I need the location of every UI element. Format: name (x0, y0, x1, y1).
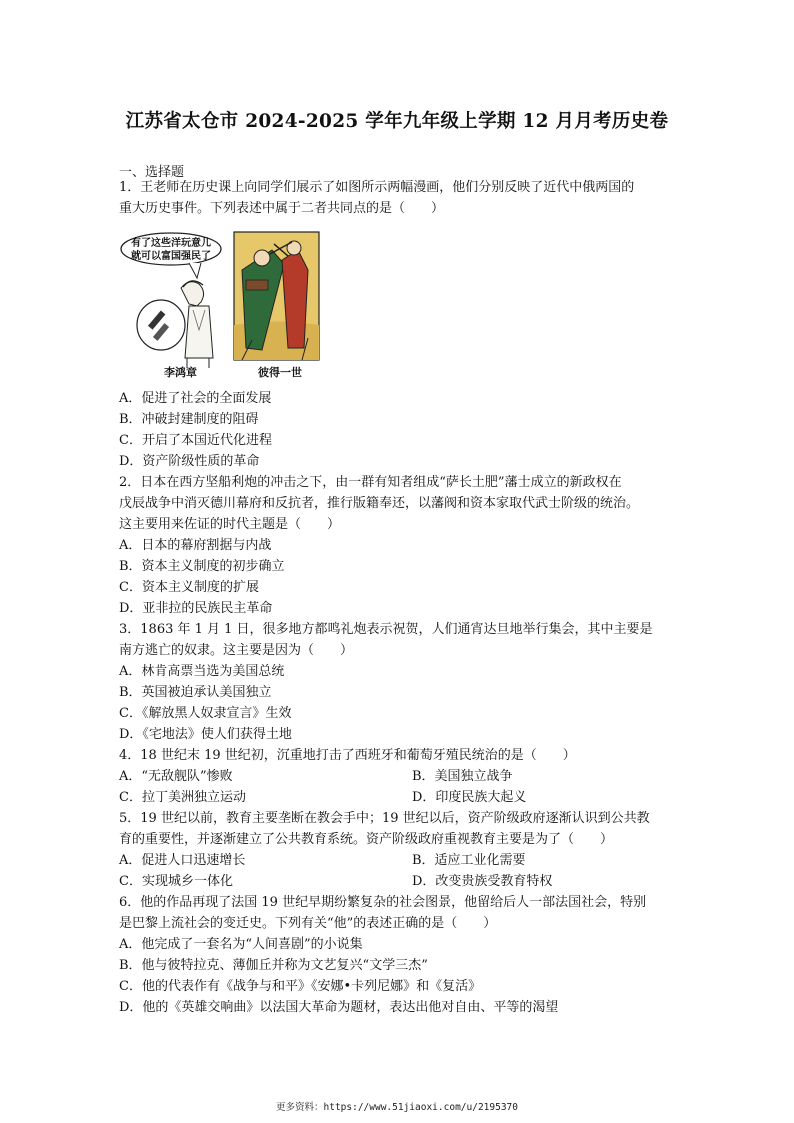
question-3-stem-line-2: 南方逃亡的奴隶。这主要是因为（ ） (119, 643, 354, 658)
q5-option-a[interactable]: A．促进人口迅速增长 (119, 853, 246, 868)
q1-option-d[interactable]: D．资产阶级性质的革命 (119, 454, 260, 469)
q2-option-b[interactable]: B．资本主义制度的初步确立 (119, 559, 285, 574)
q3-option-a[interactable]: A．林肯高票当选为美国总统 (119, 664, 285, 679)
q2-option-d[interactable]: D．亚非拉的民族民主革命 (119, 601, 273, 616)
question-6-stem-line-2: 是巴黎上流社会的变迁史。下列有关“他”的表述正确的是（ ） (119, 916, 497, 931)
q6-option-a[interactable]: A．他完成了一套名为“人间喜剧”的小说集 (119, 937, 363, 952)
question-2-stem-line-1: 2．日本在西方坚船利炮的冲击之下，由一群有知者组成“萨长土肥”藩士成立的新政权在 (119, 475, 622, 490)
caption-li-hongzhang: 李鸿章 (164, 366, 197, 379)
q2-option-a[interactable]: A．日本的幕府割据与内战 (119, 538, 272, 553)
question-5-stem-line-2: 育的重要性，并逐渐建立了公共教育系统。资产阶级政府重视教育主要是为了（ ） (119, 832, 614, 847)
caption-peter-the-great: 彼得一世 (258, 366, 302, 379)
speech-line-1: 有了这些洋玩意儿 (131, 238, 211, 249)
q6-option-b[interactable]: B．他与彼特拉克、薄伽丘并称为文艺复兴“文学三杰” (119, 958, 428, 973)
question-5-stem-line-1: 5．19 世纪以前，教育主要垄断在教会手中；19 世纪以后，资产阶级政府逐渐认识到公共教 (119, 811, 650, 826)
q6-option-d[interactable]: D．他的《英雄交响曲》以法国大革命为题材，表达出他对自由、平等的渴望 (119, 1000, 559, 1015)
question-2-stem-line-2: 戊辰战争中消灭德川幕府和反抗者，推行版籍奉还，以藩阀和资本家取代武士阶级的统治。 (119, 496, 640, 511)
q3-option-d[interactable]: D．《宅地法》使人们获得土地 (119, 727, 292, 742)
q5-option-b[interactable]: B．适应工业化需要 (412, 853, 526, 868)
q2-option-c[interactable]: C．资本主义制度的扩展 (119, 580, 259, 595)
q1-option-b[interactable]: B．冲破封建制度的阻碍 (119, 412, 259, 427)
q1-option-c[interactable]: C．开启了本国近代化进程 (119, 433, 272, 448)
q3-option-b[interactable]: B．英国被迫承认美国独立 (119, 685, 272, 700)
q4-option-c[interactable]: C．拉丁美洲独立运动 (119, 790, 246, 805)
question-6-stem-line-1: 6．他的作品再现了法国 19 世纪早期纷繁复杂的社会图景，他留给后人一部法国社会，特别 (119, 895, 647, 910)
q4-option-d[interactable]: D．印度民族大起义 (412, 790, 527, 805)
question-4-stem-line-1: 4．18 世纪末 19 世纪初，沉重地打击了西班牙和葡萄牙殖民统治的是（ ） (119, 748, 576, 763)
q5-option-c[interactable]: C．实现城乡一体化 (119, 874, 233, 889)
q5-option-d[interactable]: D．改变贵族受教育特权 (412, 874, 553, 889)
q4-option-b[interactable]: B．美国独立战争 (412, 769, 513, 784)
section-heading: 一、选择题 (119, 165, 185, 180)
q1-option-a[interactable]: A．促进了社会的全面发展 (119, 391, 272, 406)
cartoon-li-hongzhang (119, 230, 224, 380)
question-1-stem-line-1: 1．王老师在历史课上向同学们展示了如图所示两幅漫画，他们分别反映了近代中俄两国的 (119, 180, 635, 195)
speech-line-2: 就可以富国强民了 (131, 251, 211, 262)
q6-option-c[interactable]: C．他的代表作有《战争与和平》《安娜•卡列尼娜》和《复活》 (119, 979, 482, 994)
question-3-stem-line-1: 3．1863 年 1 月 1 日，很多地方都鸣礼炮表示祝贺，人们通宵达旦地举行集会，其中主要是 (119, 622, 653, 637)
cartoon-peter-the-great (232, 230, 322, 380)
page-title: 江苏省太仓市 2024-2025 学年九年级上学期 12 月月考历史卷 (125, 111, 669, 132)
q4-option-a[interactable]: A．“无敌舰队”惨败 (119, 769, 233, 784)
q3-option-c[interactable]: C．《解放黑人奴隶宣言》生效 (119, 706, 292, 721)
footer-link[interactable]: 更多资料：https://www.51jiaoxi.com/u/2195370 (276, 1102, 518, 1113)
question-1-stem-line-2: 重大历史事件。下列表述中属于二者共同点的是（ ） (119, 201, 445, 216)
question-2-stem-line-3: 这主要用来佐证的时代主题是（ ） (119, 517, 341, 532)
